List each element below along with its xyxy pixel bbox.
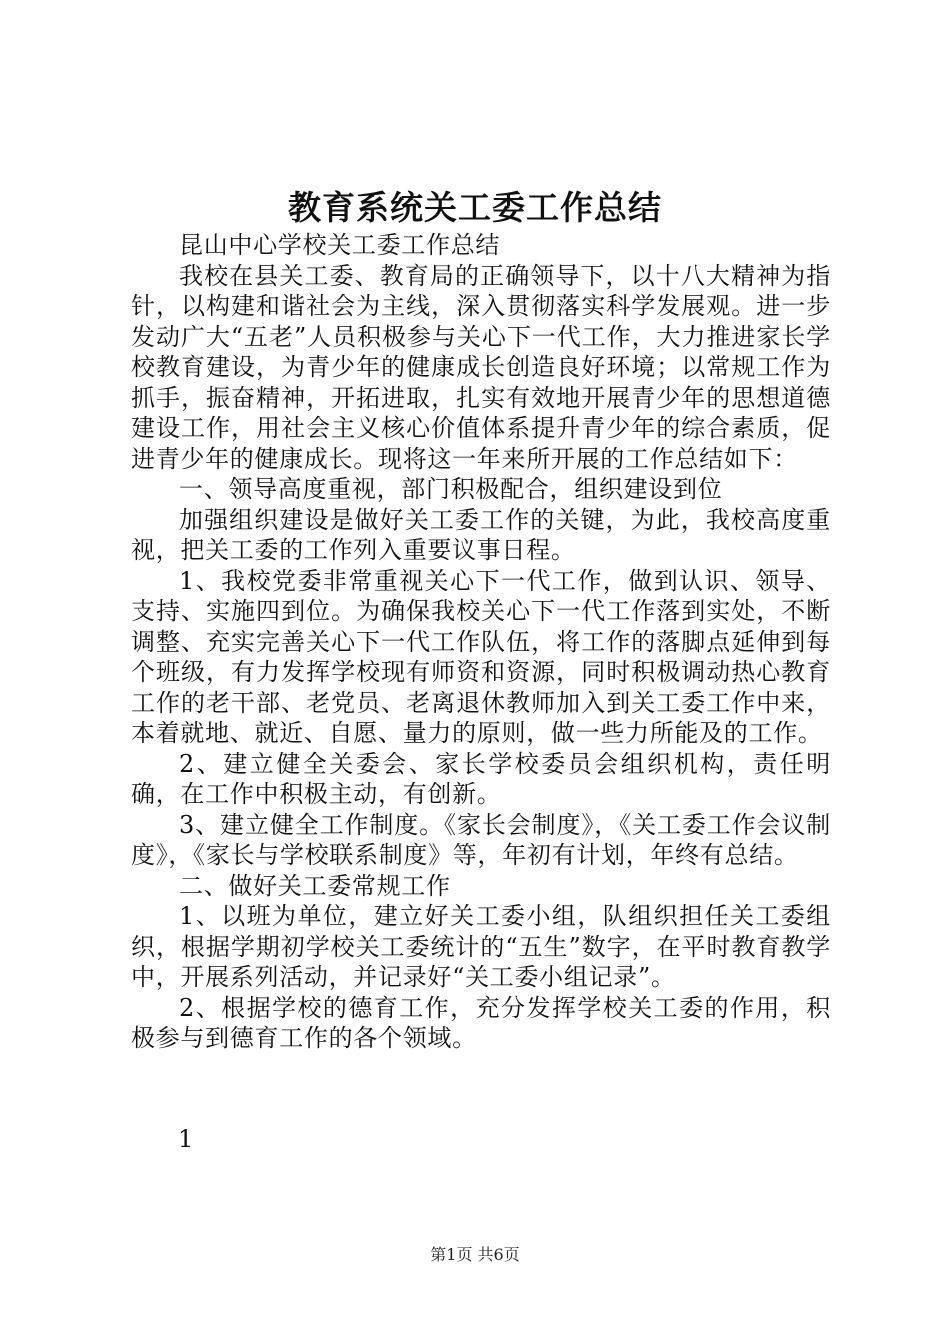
- paragraph: 3、建立健全工作制度。《家长会制度》，《关工委工作会议制度》，《家长与学校联系制度》等，年初有计划，年终有总结。: [131, 810, 831, 869]
- page-footer: 第1页 共6页: [430, 1245, 520, 1264]
- paragraph: 1、我校党委非常重视关心下一代工作，做到认识、领导、支持、实施四到位。为确保我校关心下一代工作落到实处，不断调整、充实完善关心下一代工作队伍，将工作的落脚点延伸到每个班级，有力发挥学校现有师资和资源，同时积极调动热心教育工作的老干部、老党员、老离退休教师加入到关工委工作中来，本着就地、就近、自愿、量力的原则，做一些力所能及的工作。: [131, 566, 831, 747]
- section-heading-1: 一、领导高度重视，部门积极配合，组织建设到位: [179, 475, 723, 503]
- page-marker: 1: [178, 1125, 194, 1153]
- document-title: 教育系统关工委工作总结: [288, 188, 662, 227]
- document-body: [131, 230, 831, 1054]
- paragraph: 1、以班为单位，建立好关工委小组，队组织担任关工委组织，根据学期初学校关工委统计的“五生”数字，在平时教育教学中，开展系列活动，并记录好“关工委小组记录”。: [131, 902, 831, 991]
- paragraph: 2、根据学校的德育工作，充分发挥学校关工委的作用，积极参与到德育工作的各个领域。: [131, 993, 831, 1052]
- paragraph-intro: 我校在县关工委、教育局的正确领导下，以十八大精神为指针，以构建和谐社会为主线，深入贯彻落实科学发展观。进一步发动广大“五老”人员积极参与关心下一代工作，大力推进家长学校教育建设，为青少年的健康成长创造良好环境；以常规工作为抓手，振奋精神，开拓进取，扎实有效地开展青少年的思想道德建设工作，用社会主义核心价值体系提升青少年的综合素质，促进青少年的健康成长。现将这一年来所开展的工作总结如下：: [131, 261, 831, 473]
- paragraph: 2、建立健全关委会、家长学校委员会组织机构，责任明确，在工作中积极主动，有创新。: [131, 749, 831, 808]
- paragraph-subtitle: 昆山中心学校关工委工作总结: [179, 231, 501, 259]
- paragraph: 加强组织建设是做好关工委工作的关键，为此，我校高度重视，把关工委的工作列入重要议事日程。: [131, 505, 831, 564]
- section-heading-2: 二、做好关工委常规工作: [179, 871, 451, 900]
